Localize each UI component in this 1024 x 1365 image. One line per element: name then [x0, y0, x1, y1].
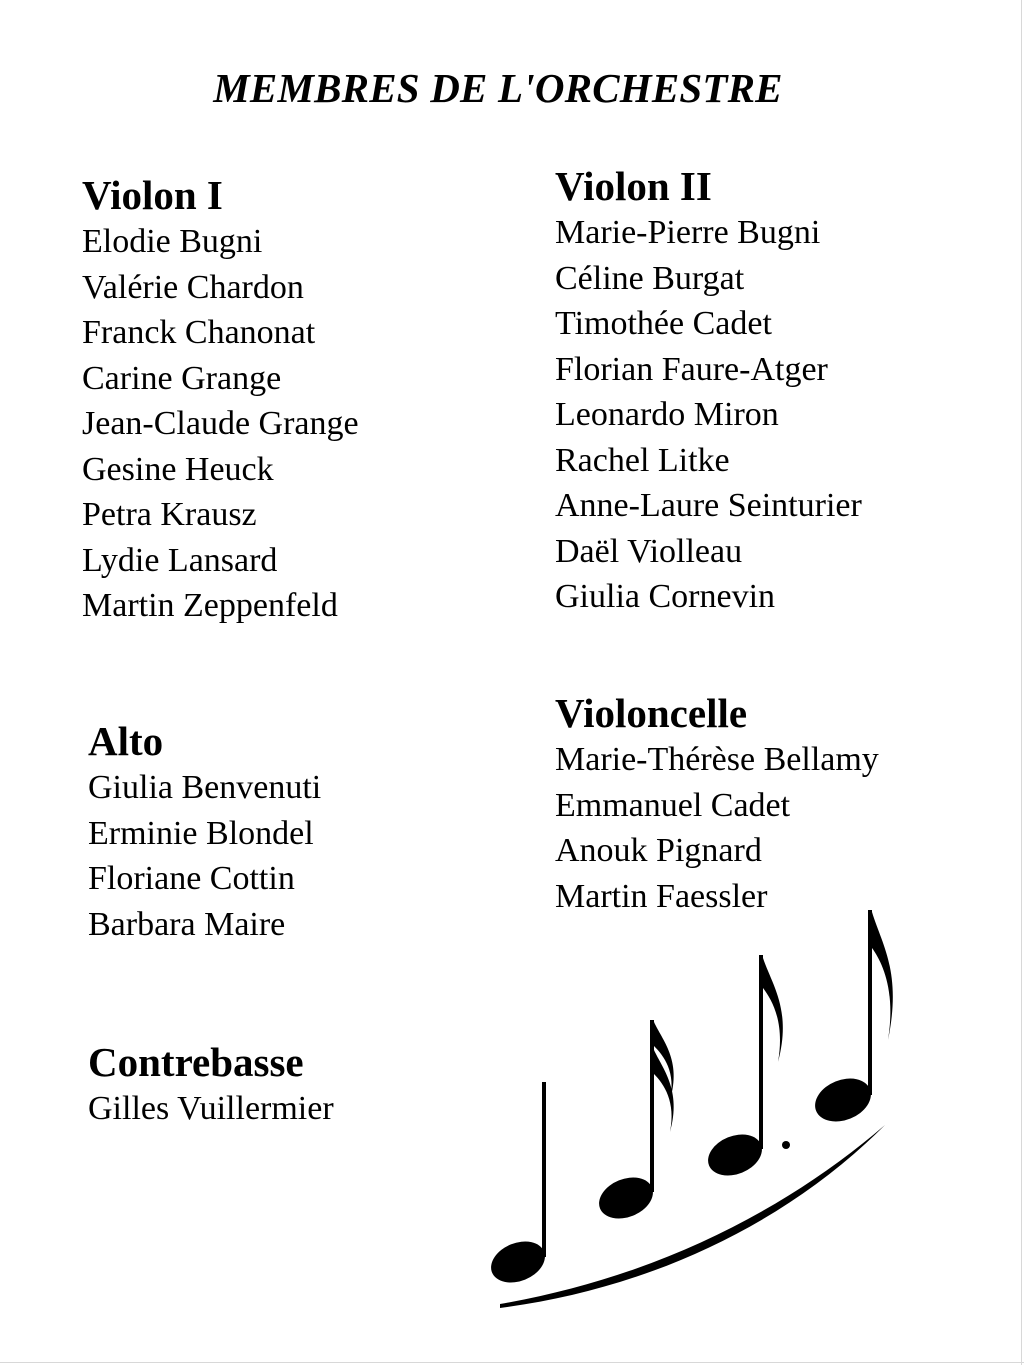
section-heading: Violon II — [555, 163, 712, 209]
member-name: Giulia Cornevin — [555, 578, 776, 615]
member-name: Martin Zeppenfeld — [82, 587, 338, 624]
member-name: Floriane Cottin — [88, 860, 295, 897]
note-stem-4 — [868, 910, 872, 1095]
section-alto — [88, 717, 321, 947]
member-name: Carine Grange — [82, 359, 282, 397]
section-contrebasse — [88, 1038, 334, 1132]
member-name: Marie-Thérèse Bellamy — [555, 741, 879, 778]
note-head-1 — [485, 1234, 551, 1290]
note-stem-2 — [650, 1020, 654, 1192]
note-stem-1 — [542, 1082, 546, 1257]
member-name: Anouk Pignard — [555, 832, 762, 869]
section-heading: Violoncelle — [555, 690, 748, 736]
section-heading: Violon I — [82, 172, 223, 218]
note-head-2 — [593, 1170, 659, 1226]
member-name: Jean-Claude Grange — [82, 405, 359, 442]
member-name: Gilles Vuillermier — [88, 1090, 334, 1127]
swoosh-curve — [500, 1125, 885, 1308]
member-name: Florian Faure-Atger — [555, 350, 828, 388]
member-name: Leonardo Miron — [555, 396, 779, 433]
music-notes-icon — [480, 900, 920, 1330]
member-name: Giulia Benvenuti — [88, 769, 322, 806]
note-head-3 — [702, 1127, 768, 1183]
section-violoncelle — [555, 689, 879, 919]
note-head-4 — [809, 1071, 878, 1130]
member-name: Barbara Maire — [88, 905, 286, 943]
section-heading: Contrebasse — [88, 1039, 304, 1085]
member-name: Valérie Chardon — [82, 268, 304, 306]
member-list — [555, 210, 862, 620]
member-list — [88, 1086, 334, 1132]
member-name: Elodie Bugni — [82, 223, 263, 260]
member-list — [82, 219, 359, 629]
page-edge-bottom — [0, 1362, 1024, 1363]
member-name: Timothée Cadet — [555, 305, 772, 342]
member-name: Céline Burgat — [555, 259, 745, 297]
member-name: Martin Faessler — [555, 877, 768, 915]
member-list — [88, 765, 321, 947]
page-title: MEMBRES DE L'ORCHESTRE — [213, 65, 783, 111]
note-flag-3 — [763, 958, 783, 1062]
member-name: Lydie Lansard — [82, 541, 278, 579]
section-violin-2 — [555, 162, 862, 620]
note-flag-4 — [872, 912, 893, 1040]
member-name: Daël Violleau — [555, 532, 743, 570]
member-name: Anne-Laure Seinturier — [555, 487, 862, 524]
member-name: Petra Krausz — [82, 496, 257, 533]
member-name: Gesine Heuck — [82, 450, 274, 488]
member-name: Marie-Pierre Bugni — [555, 214, 821, 251]
member-name: Erminie Blondel — [88, 814, 314, 852]
member-list — [555, 737, 879, 919]
member-name: Rachel Litke — [555, 441, 730, 479]
section-violin-1 — [82, 171, 359, 629]
section-heading: Alto — [88, 718, 164, 764]
note-stem-3 — [759, 955, 763, 1149]
note-dot-3 — [782, 1141, 790, 1149]
page-edge-right — [1021, 0, 1022, 1365]
member-name: Franck Chanonat — [82, 314, 316, 351]
member-name: Emmanuel Cadet — [555, 786, 791, 824]
